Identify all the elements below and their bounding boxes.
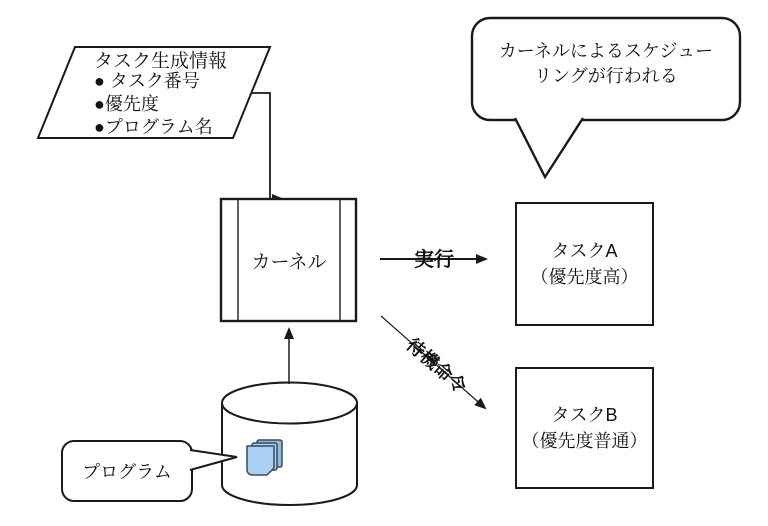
task-b-name: タスクB <box>551 405 618 425</box>
program-documents-icon <box>247 440 282 475</box>
task-a-label <box>516 203 653 325</box>
task-info-item-program-name: ●プログラム名 <box>94 117 213 137</box>
task-info-title: タスク生成情報 <box>94 51 228 72</box>
scheduling-callout-line1: カーネルによるスケジュー <box>498 41 714 61</box>
task-info-item-priority: ●優先度 <box>94 94 159 114</box>
scheduling-callout-text <box>477 39 735 89</box>
wait-command-arrow-label: 待機命令 <box>402 334 471 397</box>
execute-arrow-label: 実行 <box>414 249 454 271</box>
kernel-label: カーネル <box>251 251 327 273</box>
task-a-priority: （優先度高） <box>530 267 639 287</box>
scheduling-callout-line2: リングが行われる <box>534 66 678 86</box>
database-cylinder <box>222 383 357 506</box>
task-b-priority: （優先度普通） <box>521 431 648 451</box>
task-a-name: タスクA <box>551 241 618 261</box>
program-callout-label: プログラム <box>82 462 172 482</box>
task-info-list <box>94 70 213 139</box>
task-info-item-number: ● タスク番号 <box>94 71 200 91</box>
task-b-label <box>516 368 653 488</box>
task-info-to-kernel-connector <box>251 93 270 199</box>
